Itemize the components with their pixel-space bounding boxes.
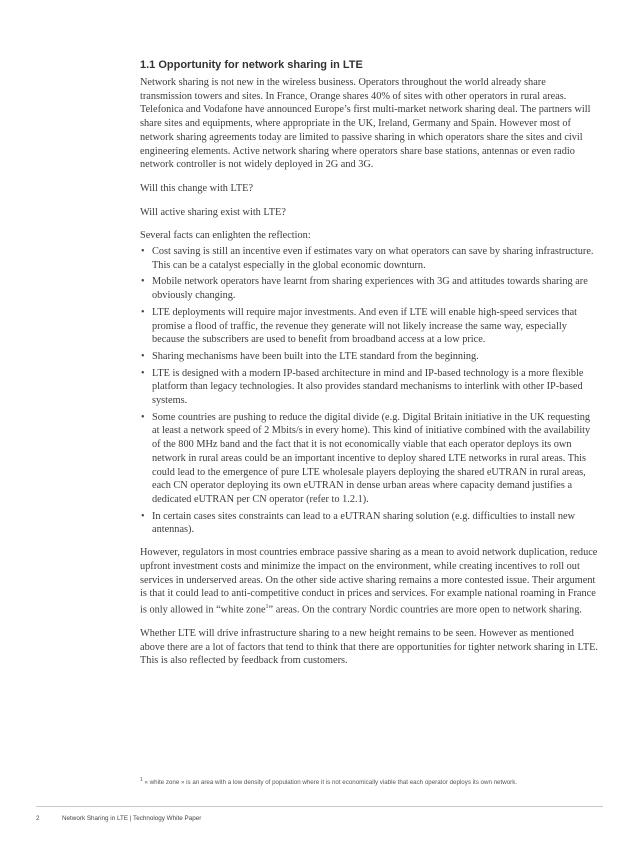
regulators-paragraph [140,546,600,617]
section-heading: 1.1 Opportunity for network sharing in LTE [140,59,363,71]
footer-label: Network Sharing in LTE | Technology White Paper [62,815,202,822]
footnote-text: « white zone » is an area with a low density of population where it is not economically viable that each operator deploys its own network. [144,779,518,787]
list-item-text: Cost saving is still an incentive even if estimates vary on what operators can save by sharing infrastructure. This can be a catalyst especially in the global economic downturn. [152,246,594,271]
list-item [140,367,600,408]
list-item-text: LTE is designed with a modern IP-based architecture in mind and IP-based technology is a more flexible platform than legacy technologies. It also provides standard mechanisms to interlink with other IP-based systems. [152,367,584,407]
page-number: 2 [36,815,40,822]
bullet-icon: • [141,350,145,362]
list-item [140,411,600,507]
footnote-reference[interactable]: 1 [265,603,269,610]
list-item [140,275,600,302]
main-content [140,57,600,668]
regulators-text-b: ” areas. On the contrary Nordic countries are more open to network sharing. [268,604,582,616]
bullet-icon: • [141,306,145,318]
facts-intro: Several facts can enlighten the reflection: [140,230,311,242]
footnote [140,777,610,786]
list-item-text: LTE deployments will require major investments. And even if LTE will enable high-speed services that promise a flood of traffic, the revenue they generate will not likely increase the same way, especially because the subscribers are used to benefit from broadband access at a low price. [152,306,578,346]
page-footer [36,815,201,822]
bullet-icon: • [141,276,145,288]
facts-list [140,245,600,537]
list-item [140,510,600,537]
conclusion-paragraph: Whether LTE will drive infrastructure sharing to a new height remains to be seen. However as mentioned above there are a lot of factors that tend to think that there are opportunities for tighter network sharing in LTE. This is also reflected by feedback from customers. [140,628,598,667]
list-item-text: Mobile network operators have learnt from sharing experiences with 3G and attitudes towards sharing are obviously changing. [152,276,588,302]
intro-paragraph: Network sharing is not new in the wireless business. Operators throughout the world already share transmission towers and sites. In France, Orange shares 40% of sites with other operators in rural areas. Telefonica and Vodafone have announced Europe’s first multi-market network sharing deal. The partners will share sites and equipments, where appropriate in the UK, Ireland, Germany and Spain. However most of network sharing agreements today are limited to passive sharing in which operators share the sites and civil engineering elements. Active network sharing where operators share base stations, antennas or even radio network controller is not widely deployed in 2G and 3G. [140,77,591,171]
question-lte: Will this change with LTE? [140,182,254,194]
regulators-text-a: However, regulators in most countries embrace passive sharing as a mean to avoid network duplication, reduce upfront investment costs and minimize the impact on the environment, while creating incentives to roll out services in underserved areas. On the other side active sharing remains a more contested issue. Their argument is that it could lead to anti-competitive conduct in prices and services. For example national roaming in France is only allowed in “white zone [140,547,598,616]
bullet-icon: • [141,510,145,522]
bullet-icon: • [141,411,145,423]
question-active-sharing: Will active sharing exist with LTE? [140,206,286,218]
list-item-text: Some countries are pushing to reduce the digital divide (e.g. Digital Britain initiative in the UK requesting at least a network speed of 2 Mbits/s in every home). This kind of initiative combined with the availability of the 800 MHz band and the fact that it is not economically viable that each operator deploys its own network in rural areas could be an important incentive to deploy shared LTE networks in rural areas. This could lead to the emergence of pure LTE wholesale players deploying the shared eUTRAN in rural areas, each CN operator deploying its own eUTRAN in dense urban areas where capacity demand justifies a dedicated eUTRAN per CN operator (refer to 1.2.1). [152,411,591,505]
list-item-text: Sharing mechanisms have been built into the LTE standard from the beginning. [152,350,479,362]
list-item [140,306,600,347]
footnote-marker: 1 [140,777,143,783]
bullet-icon: • [141,367,145,379]
list-item-text: In certain cases sites constraints can lead to a eUTRAN sharing solution (e.g. difficulties to install new antennas). [152,510,576,536]
footer-divider [36,806,603,807]
bullet-icon: • [141,246,145,258]
list-item [140,245,600,272]
list-item [140,350,600,364]
